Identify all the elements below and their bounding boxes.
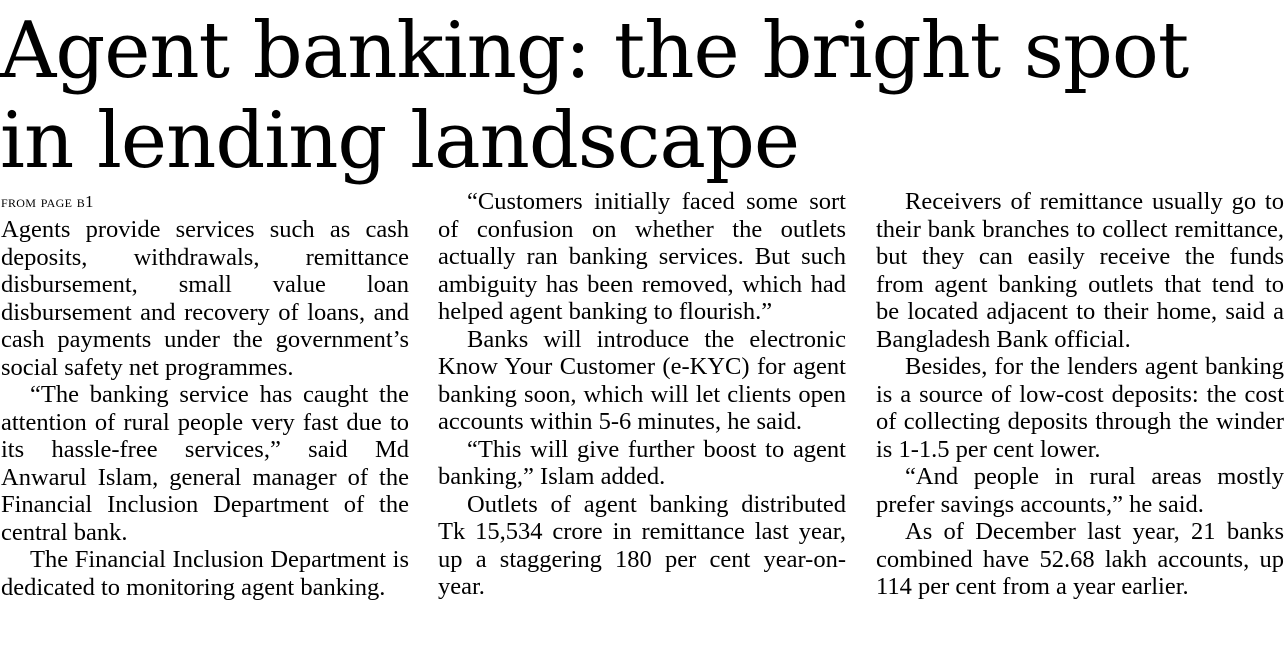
paragraph: “And people in rural areas mostly prefer savings accounts,” he said. (876, 463, 1284, 518)
paragraph: Banks will introduce the electronic Know Your Customer (e-KYC) for agent banking soon, which will let clients open accounts within 5-6 minutes, he said. (438, 325, 846, 435)
article-column-3 (876, 188, 1284, 601)
paragraph: Besides, for the lenders agent banking is a source of low-cost deposits: the cost of collecting deposits through the winder is 1-1.5 per cent lower. (876, 353, 1284, 463)
article-headline (0, 6, 1286, 186)
continuation-kicker: from page b1 (1, 192, 94, 211)
article-column-2 (438, 188, 846, 601)
paragraph: “The banking service has caught the attention of rural people very fast due to its hassle-free services,” said Md Anwarul Islam, general manager of the Financial Inclusion Department of the central bank. (1, 381, 409, 546)
paragraph: The Financial Inclusion Department is dedicated to monitoring agent banking. (1, 546, 409, 601)
headline-line-1: Agent banking: the bright spot (0, 6, 1189, 96)
paragraph: “This will give further boost to agent banking,” Islam added. (438, 435, 846, 490)
paragraph: As of December last year, 21 banks combined have 52.68 lakh accounts, up 114 per cent from a year earlier. (876, 518, 1284, 600)
article-column-1 (1, 188, 409, 601)
paragraph: “Customers initially faced some sort of confusion on whether the outlets actually ran banking services. But such ambiguity has been removed, which had helped agent banking to flourish.” (438, 188, 846, 325)
paragraph: Outlets of agent banking distributed Tk 15,534 crore in remittance last year, up a staggering 180 per cent year-on-year. (438, 490, 846, 600)
paragraph: Receivers of remittance usually go to their bank branches to collect remittance, but they can easily receive the funds from agent banking outlets that tend to be located adjacent to their home, said a Bangladesh Bank official. (876, 188, 1284, 353)
paragraph: Agents provide services such as cash deposits, withdrawals, remittance disbursement, small value loan disbursement and recovery of loans, and cash payments under the government’s social safety net programmes. (1, 216, 409, 381)
headline-line-2: in lending landscape (0, 96, 800, 186)
